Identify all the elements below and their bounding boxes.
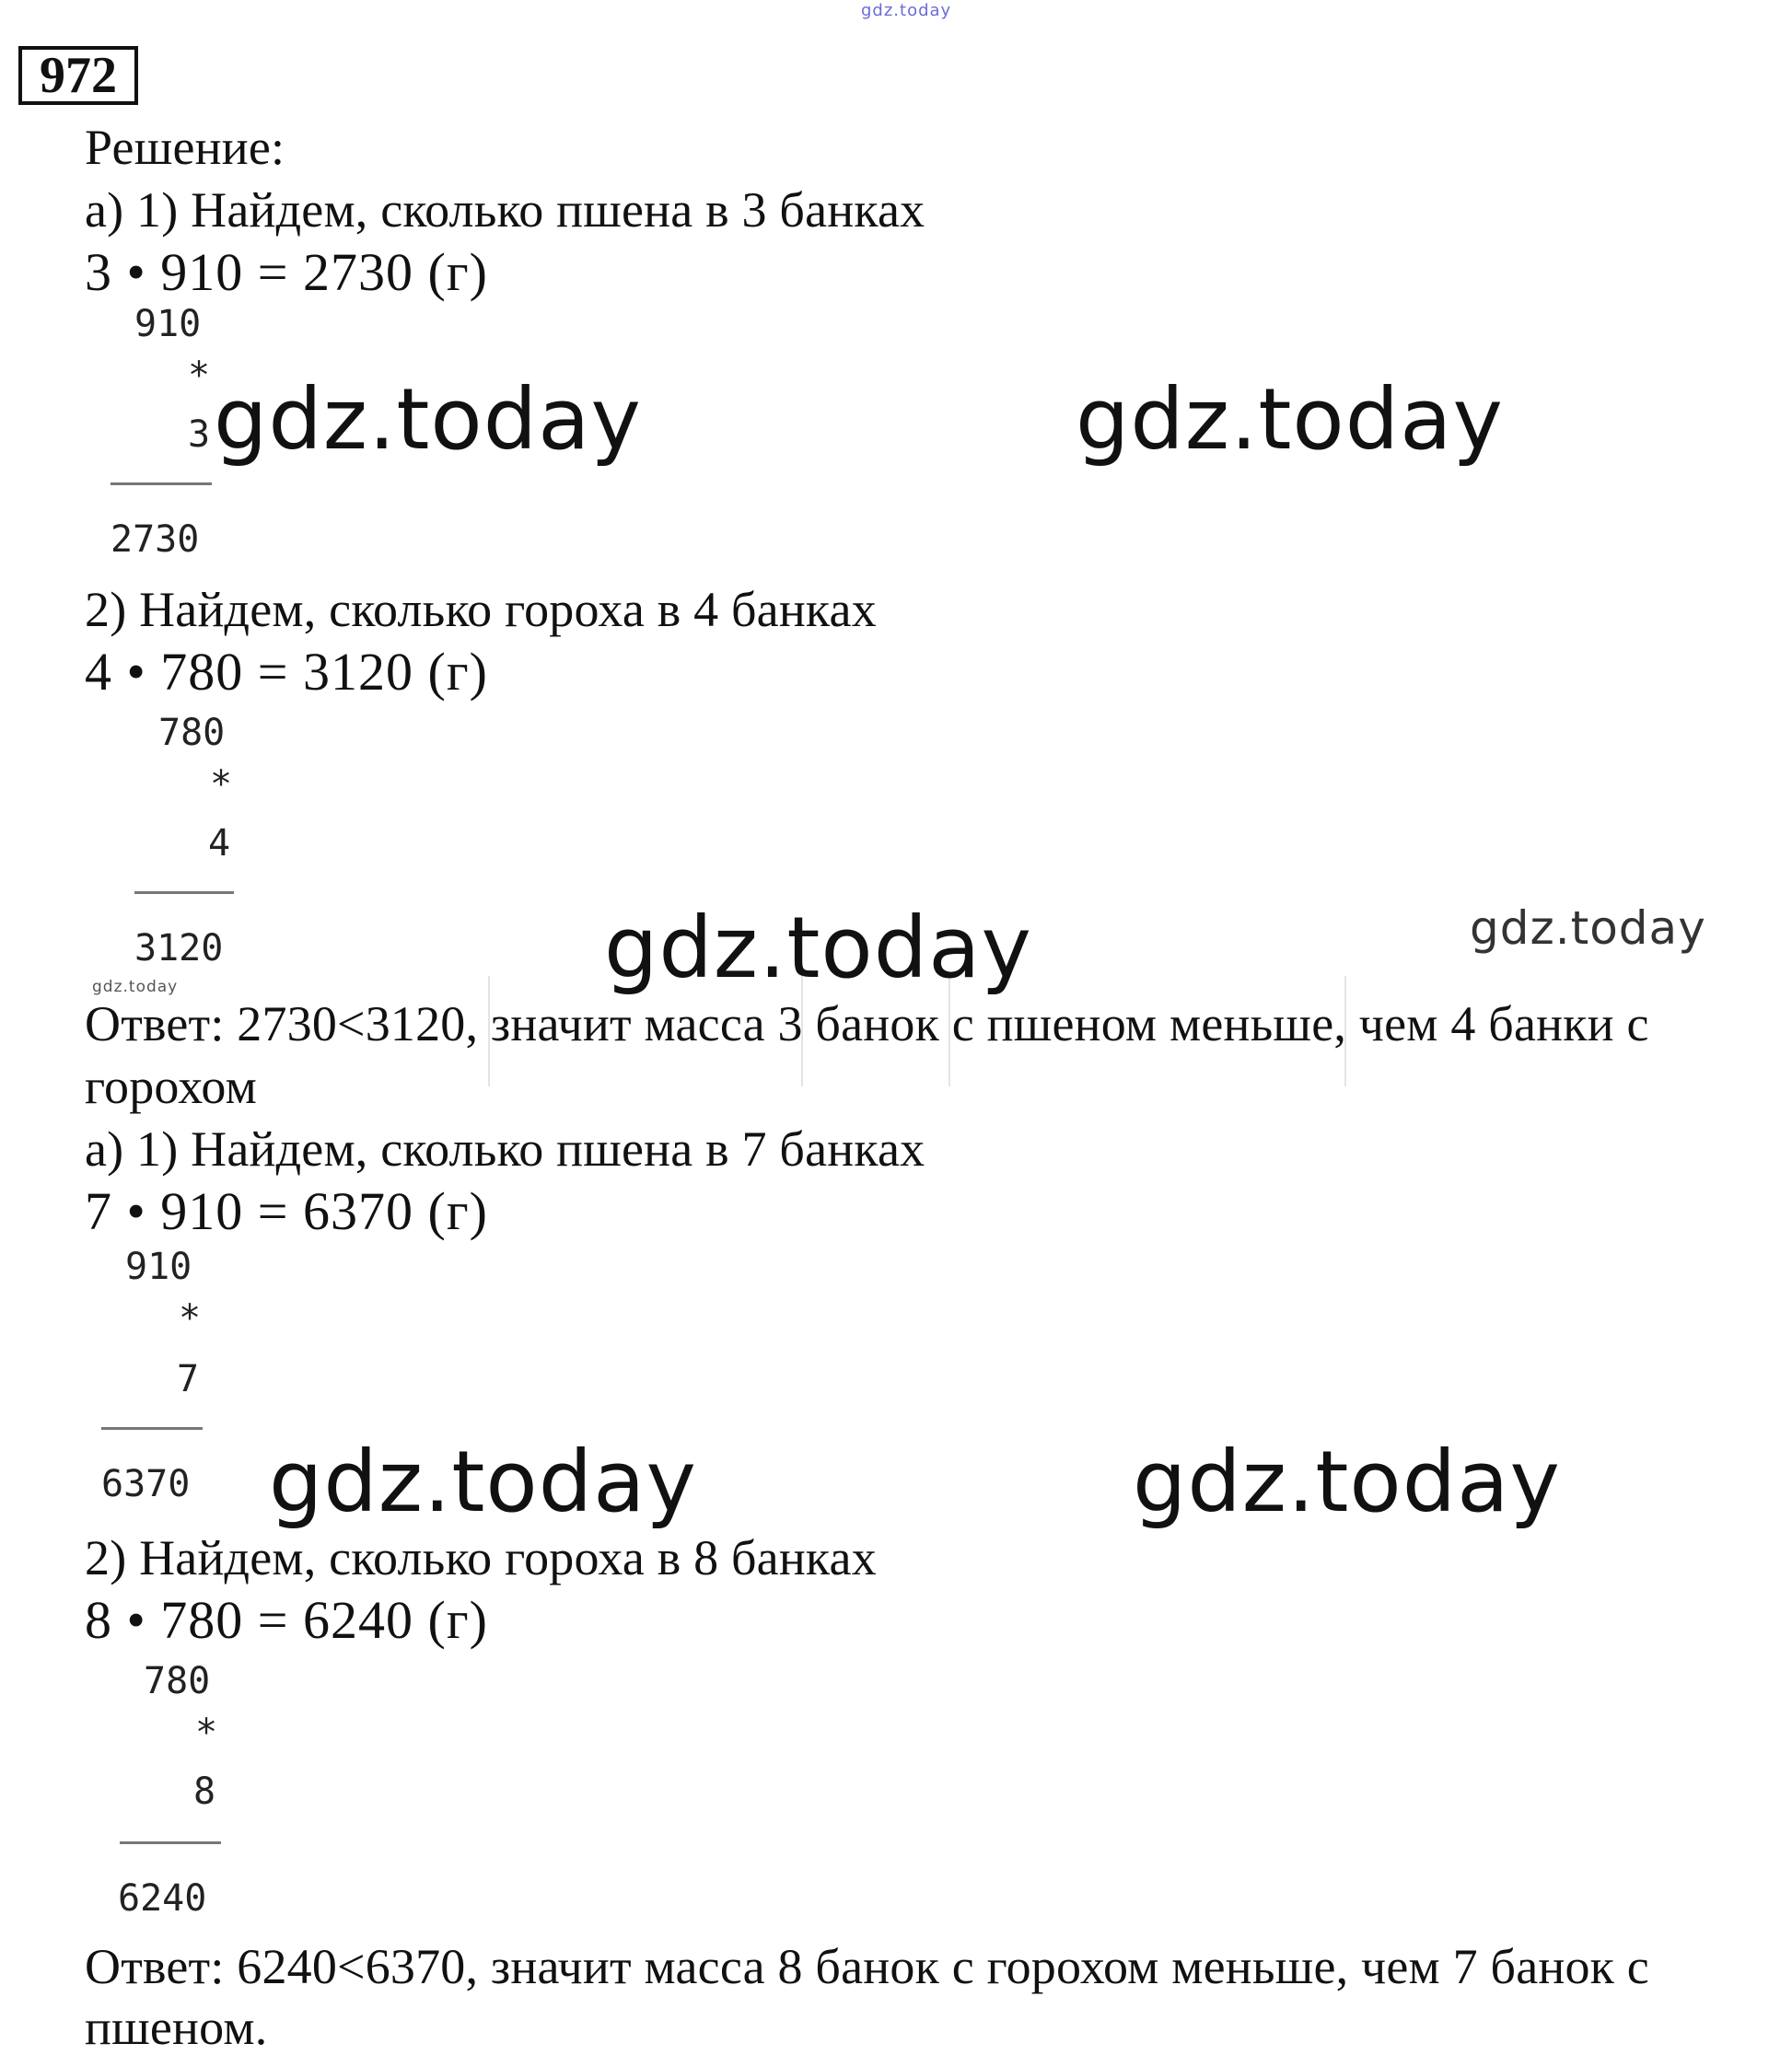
watermark-medium: gdz.today (1470, 901, 1706, 955)
part1-calc2-operator: * (210, 763, 233, 806)
part2-calc1-rule (101, 1427, 203, 1430)
part2-calc2-top: 780 (144, 1660, 211, 1702)
part2-answer-line2: пшеном. (85, 2000, 268, 2055)
part1-answer-line2: горохом (85, 1059, 257, 1114)
part2-calc1-top: 910 (125, 1246, 192, 1288)
part2-step2-text: 2) Найдем, сколько гороха в 8 банках (85, 1530, 877, 1585)
part2-step1-equation: 7 • 910 = 6370 (г) (85, 1181, 488, 1241)
watermark-large: gdz.today (1133, 1433, 1561, 1531)
watermark-top: gdz.today (861, 1, 952, 20)
part1-step1-text: а) 1) Найдем, сколько пшена в 3 банках (85, 182, 925, 238)
part2-step2-equation: 8 • 780 = 6240 (г) (85, 1590, 488, 1650)
part2-step1-text: а) 1) Найдем, сколько пшена в 7 банках (85, 1121, 925, 1177)
watermark-large: gdz.today (1076, 370, 1504, 469)
part2-calc2-result: 6240 (118, 1877, 207, 1920)
part2-calc1-bottom: 7 (177, 1358, 200, 1400)
part2-answer-line1: Ответ: 6240<6370, значит масса 8 банок с горохом меньше, чем 7 банок с (85, 1939, 1649, 1994)
part1-step2-equation: 4 • 780 = 3120 (г) (85, 642, 488, 702)
part1-step1-equation: 3 • 910 = 2730 (г) (85, 242, 488, 302)
watermark-large: gdz.today (269, 1433, 697, 1531)
watermark-large: gdz.today (214, 370, 642, 469)
part1-calc2-top: 780 (158, 712, 226, 754)
part1-calc2-rule (134, 891, 234, 894)
problem-number: 972 (18, 46, 138, 105)
part1-step2-text: 2) Найдем, сколько гороха в 4 банках (85, 582, 877, 637)
part1-calc1-bottom: 3 (188, 413, 211, 456)
part2-calc2-bottom: 8 (193, 1771, 216, 1813)
part2-calc1-result: 6370 (101, 1463, 191, 1505)
part1-calc2-bottom: 4 (208, 822, 231, 865)
watermark-large: gdz.today (604, 899, 1032, 997)
part1-calc1-operator: * (188, 354, 211, 397)
part2-calc2-operator: * (195, 1712, 218, 1754)
part1-calc1-rule (111, 482, 212, 485)
part1-answer-line1: Ответ: 2730<3120, значит масса 3 банок с пшеном меньше, чем 4 банки с (85, 996, 1649, 1051)
part2-calc2-rule (120, 1841, 221, 1844)
watermark-small: gdz.today (92, 978, 179, 996)
solution-heading: Решение: (85, 120, 285, 175)
part1-calc1-top: 910 (134, 303, 202, 345)
part1-calc2-result: 3120 (134, 927, 224, 969)
part2-calc1-operator: * (179, 1297, 202, 1340)
part1-calc1-result: 2730 (111, 518, 200, 561)
